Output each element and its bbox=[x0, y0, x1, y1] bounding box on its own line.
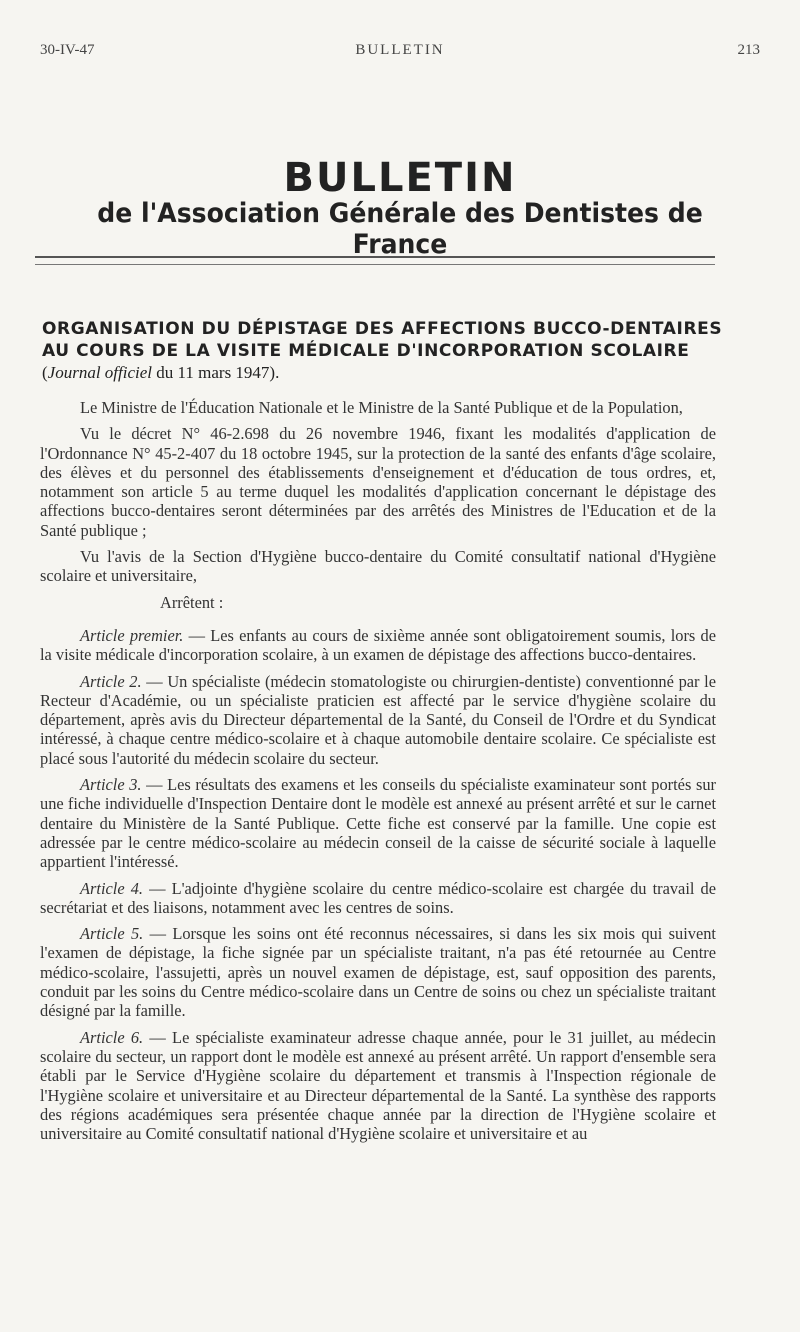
article-title bbox=[42, 318, 732, 384]
article-4-text: — L'adjointe d'hygiène scolaire du centre médico-scolaire est chargée du travail de secrétariat et des liaisons, notamment avec les centres de soins. bbox=[40, 878, 716, 917]
article-5-text: — Lorsque les soins ont été reconnus nécessaires, si dans les six mois qui suivent l'examen de dépistage, la fiche signée par un spécialiste traitant, n'a pas été retournée au Centre médico-scolaire, l'assujetti, après un nouvel examen de dépistage, est, sauf opposition des parents, conduit par les soins du Centre médico-scolaire dans un Centre de soins ou chez un spécialiste traitant désigné par la famille. bbox=[40, 924, 716, 1021]
source-journal: Journal officiel bbox=[47, 363, 153, 382]
article-source bbox=[42, 363, 279, 382]
source-open: ( bbox=[42, 363, 48, 382]
article-heading: ORGANISATION DU DÉPISTAGE DES AFFECTIONS BUCCO-DENTAIRES AU COURS DE LA VISITE MÉDICALE D'INCORPORATION SCOLAIRE bbox=[42, 319, 723, 361]
masthead-subtitle: de l'Association Générale des Dentistes de France bbox=[97, 198, 703, 260]
source-date: du 11 mars 1947). bbox=[152, 363, 280, 382]
article-1-text: — Les enfants au cours de sixième année sont obligatoirement soumis, lors de la visite médicale d'incorporation scolaire, à un examen de dépistage des affections bucco-dentaires. bbox=[40, 625, 716, 665]
masthead-rule bbox=[35, 256, 715, 265]
article-3-text: — Les résultats des examens et les conseils du spécialiste examinateur sont portés sur une fiche individuelle d'Inspection Dentaire dont le modèle est annexé au présent arrêté et sur le carnet dentaire du Ministère de la Santé Publique. Cette fiche est conservé par la famille. Une copie est adressée par le centre médico-scolaire au médecin conseil de la caisse de sécurité sociale à laquelle appartient l'intéressé. bbox=[40, 775, 716, 872]
article-5 bbox=[40, 924, 716, 1020]
article-2-label: Article 2. bbox=[80, 671, 142, 691]
page-number: 213 bbox=[737, 42, 760, 58]
article-6-label: Article 6. bbox=[80, 1027, 144, 1047]
article-4 bbox=[40, 879, 716, 918]
article-2-text: — Un spécialiste (médecin stomatologiste ou chirurgien-dentiste) conventionné par le Recteur d'Académie, ou un spécialiste praticien est affecté par le service d'hygiène scolaire du département, après avis du Directeur départemental de la Santé, du Conseil de l'Ordre et du Syndicat intéressé, à chaque centre médico-scolaire et à chaque automobile dentaire scolaire. Ce spécialiste est placé sous l'autorité du médecin scolaire du secteur. bbox=[40, 671, 716, 768]
article-4-label: Article 4. bbox=[80, 878, 143, 898]
article-3-label: Article 3. bbox=[80, 775, 142, 795]
article-3 bbox=[40, 775, 716, 871]
preamble-ministers: Le Ministre de l'Éducation Nationale et le Ministre de la Santé Publique et de la Population, bbox=[80, 398, 683, 417]
running-head-date: 30-IV-47 bbox=[40, 42, 95, 58]
preamble-avis: Vu l'avis de la Section d'Hygiène bucco-dentaire du Comité consultatif national d'Hygiène scolaire et universitaire, bbox=[40, 547, 716, 586]
arretent: Arrêtent : bbox=[160, 592, 224, 612]
preamble-decree: Vu le décret N° 46-2.698 du 26 novembre 1946, fixant les modalités d'application de l'Ordonnance N° 45-2-407 du 18 octobre 1945, sur la protection de la santé des enfants d'âge scolaire, des élèves et du personnel des établissements d'enseignement et d'éducation de tous ordres, et, notamment son article 5 au terme duquel les modalités d'application concernant le dépistage des affections bucco-dentaires seront déterminées par des arrêtés des Ministres de l'Education et de la Santé publique ; bbox=[40, 424, 716, 540]
article-body bbox=[40, 398, 716, 1150]
running-head bbox=[40, 42, 760, 64]
article-1 bbox=[40, 626, 716, 665]
article-1-label: Article premier. bbox=[80, 625, 184, 645]
masthead-title: BULLETIN bbox=[283, 155, 517, 201]
article-6 bbox=[40, 1028, 716, 1144]
article-5-label: Article 5. bbox=[80, 924, 144, 944]
article-6-text: — Le spécialiste examinateur adresse chaque année, pour le 31 juillet, au médecin scolaire du secteur, un rapport dont le modèle est annexé au présent arrêté. Un rapport d'ensemble sera établi par le Service d'Hygiène scolaire du département et transmis à l'Inspection régionale de l'Hygiène scolaire et universitaire et au Directeur départemental de la Santé. La synthèse des rapports des régions académiques sera présentée chaque année par la direction de l'Hygiène scolaire et universitaire au Comité consultatif national d'Hygiène scolaire et universitaire et au bbox=[40, 1027, 716, 1144]
article-2 bbox=[40, 672, 716, 768]
running-head-title: BULLETIN bbox=[355, 42, 445, 58]
